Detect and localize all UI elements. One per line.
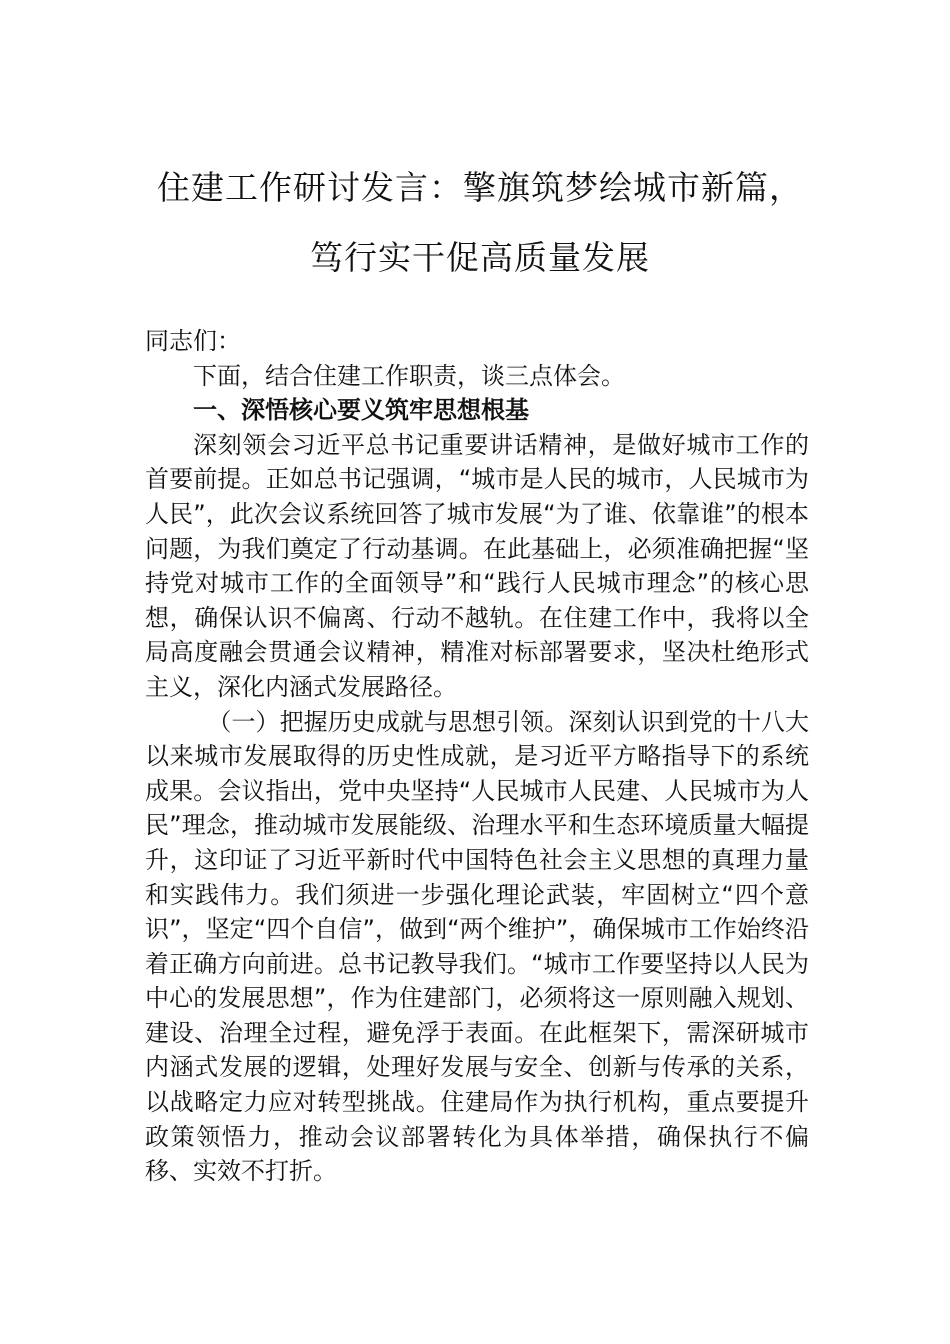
document-title-line-2: 笃行实干促高质量发展 [310, 238, 650, 277]
intro-paragraph: 下面，结合住建工作职责，谈三点体会。 [193, 361, 625, 390]
section-1-paragraph: 深刻领会习近平总书记重要讲话精神，是做好城市工作的首要前提。正如总书记强调，“城市是人民的城市，人民城市为人民”，此次会议系统回答了城市发展“为了谁、依靠谁”的根本问题，为我们奠定了行动基调。在此基础上，必须准确把握“坚持党对城市工作的全面领导”和“践行人民城市理念”的核心思想，确保认识不偏离、行动不越轨。在住建工作中，我将以全局高度融会贯通会议精神，精准对标部署要求，坚决杜绝形式主义，深化内涵式发展路径。 [145, 430, 809, 701]
section-1-heading: 一、深悟核心要义筑牢思想根基 [193, 396, 529, 425]
document-body [145, 324, 809, 1189]
subsection-1-paragraph: （一）把握历史成就与思想引领。深刻认识到党的十八大以来城市发展取得的历史性成就，是习近平方略指导下的系统成果。会议指出，党中央坚持“人民城市人民建、人民城市为人民”理念，推动城市发展能级、治理水平和生态环境质量大幅提升，这印证了习近平新时代中国特色社会主义思想的真理力量和实践伟力。我们须进一步强化理论武装，牢固树立“四个意识”，坚定“四个自信”，做到“两个维护”，确保城市工作始终沿着正确方向前进。总书记教导我们。“城市工作要坚持以人民为中心的发展思想”，作为住建部门，必须将这一原则融入规划、建设、治理全过程，避免浮于表面。在此框架下，需深研城市内涵式发展的逻辑，处理好发展与安全、创新与传承的关系，以战略定力应对转型挑战。住建局作为执行机构，重点要提升政策领悟力，推动会议部署转化为具体举措，确保执行不偏移、实效不打折。 [145, 707, 809, 1186]
document-title-line-1: 住建工作研讨发言：擎旗筑梦绘城市新篇， [157, 168, 803, 207]
salutation: 同志们： [145, 327, 241, 355]
